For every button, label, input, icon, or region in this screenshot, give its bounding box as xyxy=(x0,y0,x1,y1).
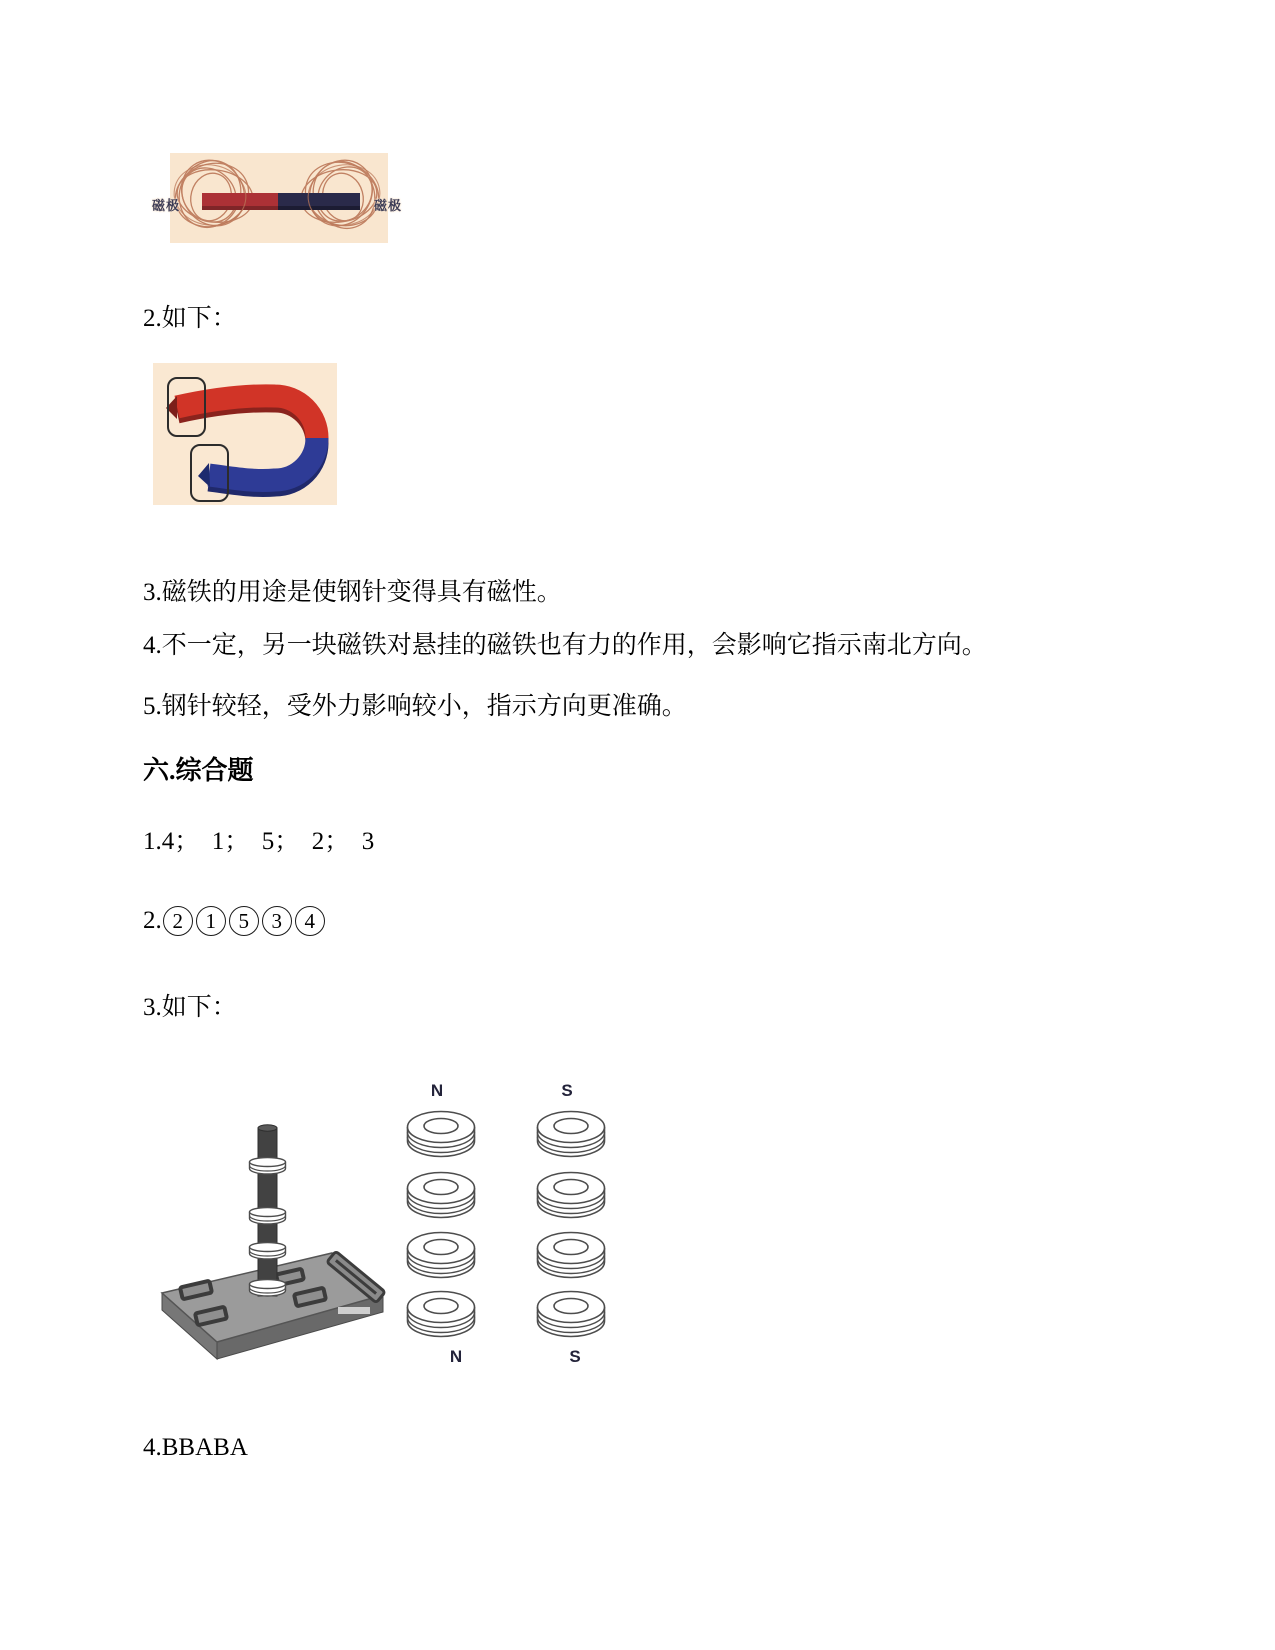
north-column-bottom-label: N xyxy=(449,1347,463,1366)
answer-item-2-label: 2.如下： xyxy=(143,305,237,332)
section6-item-3-label: 3.如下： xyxy=(143,994,237,1021)
section6-item-2 xyxy=(143,905,328,937)
circled-number: 1 xyxy=(196,906,226,936)
answer-item-5: 5.钢针较轻，受外力影响较小，指示方向更准确。 xyxy=(143,693,687,720)
circled-number: 5 xyxy=(229,906,259,936)
answer-item-3: 3.磁铁的用途是使钢针变得具有磁性。 xyxy=(143,579,562,606)
south-ring-column xyxy=(538,1112,605,1337)
south-column-bottom-label: S xyxy=(569,1347,581,1366)
horseshoe-magnet-figure xyxy=(153,363,337,505)
ring-magnet-stack-figure xyxy=(150,1060,620,1375)
horseshoe-magnet-illustration xyxy=(153,363,337,505)
section6-item-4: 4.BBABA xyxy=(143,1434,248,1461)
bar-magnet-figure xyxy=(152,150,402,246)
right-pole-label: 磁极 xyxy=(374,198,403,213)
circled-number: 4 xyxy=(295,906,325,936)
circled-number: 3 xyxy=(262,906,292,936)
bar-magnet-illustration xyxy=(152,150,402,246)
base-highlight xyxy=(338,1307,370,1314)
north-column-top-label: N xyxy=(430,1081,444,1100)
section-six-heading: 六.综合题 xyxy=(143,756,254,785)
section6-item-1: 1.4； 1； 5； 2； 3 xyxy=(143,828,375,855)
left-pole-label: 磁极 xyxy=(152,198,181,213)
ring-magnet-stack-illustration xyxy=(150,1060,620,1375)
south-column-top-label: S xyxy=(561,1081,573,1100)
answer-item-4: 4.不一定，另一块磁铁对悬挂的磁铁也有力的作用，会影响它指示南北方向。 xyxy=(143,632,987,659)
north-ring-column xyxy=(408,1112,475,1337)
circled-number: 2 xyxy=(163,906,193,936)
item-2-prefix: 2. xyxy=(143,907,162,934)
bar-magnet xyxy=(202,193,360,210)
